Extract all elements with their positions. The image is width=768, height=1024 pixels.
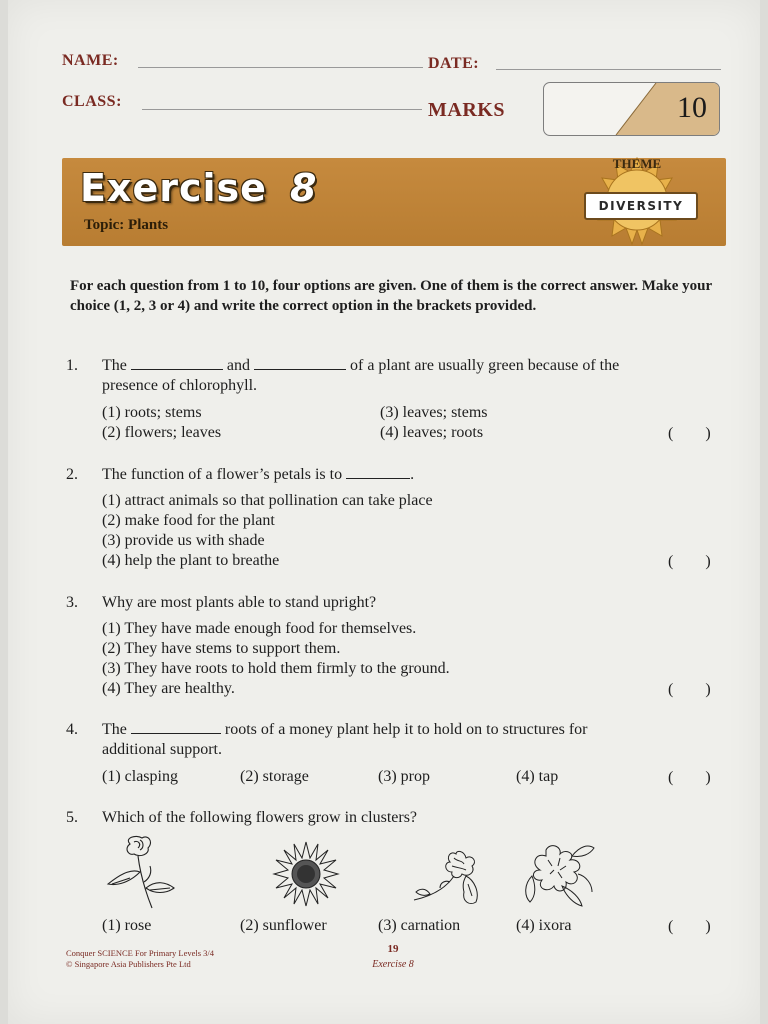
q2-text: The function of a flower’s petals is to .	[102, 466, 415, 483]
exercise-number: 8	[290, 166, 317, 210]
q5-option-3: (3) carnation	[378, 917, 461, 934]
q4-text-cont: additional support.	[102, 741, 222, 758]
q5-number: 5.	[66, 809, 78, 826]
footer-page-number: 19	[387, 943, 399, 955]
date-line[interactable]	[496, 68, 721, 70]
marks-label: MARKS	[428, 99, 505, 121]
q4-number: 4.	[66, 721, 78, 738]
q3-text: Why are most plants able to stand upright?	[102, 594, 377, 611]
q3-option-4: (4) They are healthy.	[102, 680, 235, 697]
q5-option-4: (4) ixora	[516, 917, 572, 934]
q5-option-2: (2) sunflower	[240, 917, 327, 934]
q2-blank[interactable]	[346, 466, 410, 479]
q1-option-2: (2) flowers; leaves	[102, 424, 222, 441]
q1-number: 1.	[66, 357, 78, 374]
q3-option-3: (3) They have roots to hold them firmly to the ground.	[102, 660, 450, 677]
q5-option-1: (1) rose	[102, 917, 152, 934]
q4-text: The roots of a money plant help it to hold on to structures for	[102, 721, 588, 738]
q4-option-3: (3) prop	[378, 768, 430, 785]
name-label: NAME:	[62, 52, 119, 69]
marks-total: 10	[677, 91, 707, 124]
footer-publisher: © Singapore Asia Publishers Pte Ltd	[66, 959, 191, 969]
q3-option-2: (2) They have stems to support them.	[102, 640, 341, 657]
theme-value: DIVERSITY	[584, 192, 698, 220]
q1-answer-bracket[interactable]: ( )	[668, 425, 711, 442]
q3-number: 3.	[66, 594, 78, 611]
name-line[interactable]	[138, 66, 423, 68]
instructions: For each question from 1 to 10, four options are given. One of them is the correct answer. Make your choice (1, 2, 3 or 4) and write the correct option in the brackets provided.	[70, 278, 712, 314]
q2-option-2: (2) make food for the plant	[102, 512, 275, 529]
footer-exercise: Exercise 8	[372, 959, 414, 970]
q2-number: 2.	[66, 466, 78, 483]
exercise-title: Exercise	[80, 166, 267, 210]
q1-text-cont: presence of chlorophyll.	[102, 377, 258, 394]
worksheet-page	[8, 0, 760, 1024]
q5-answer-bracket[interactable]: ( )	[668, 918, 711, 935]
ixora-icon	[522, 840, 598, 912]
q4-option-2: (2) storage	[240, 768, 309, 785]
theme-label: THEME	[612, 156, 662, 171]
sunflower-icon	[270, 838, 342, 910]
q2-answer-bracket[interactable]: ( )	[668, 553, 711, 570]
class-label: CLASS:	[62, 93, 122, 110]
q2-option-1: (1) attract animals so that pollination can take place	[102, 492, 433, 509]
q5-text: Which of the following flowers grow in clusters?	[102, 809, 418, 826]
q1-blank-1[interactable]	[131, 357, 223, 370]
q1-option-3: (3) leaves; stems	[380, 404, 488, 421]
marks-score-area[interactable]	[550, 89, 640, 129]
q2-option-4: (4) help the plant to breathe	[102, 552, 280, 569]
carnation-icon	[406, 848, 492, 912]
q1-option-4: (4) leaves; roots	[380, 424, 484, 441]
topic-label: Topic: Plants	[84, 217, 169, 233]
q2-option-3: (3) provide us with shade	[102, 532, 265, 549]
q4-blank[interactable]	[131, 721, 221, 734]
class-line[interactable]	[142, 108, 422, 110]
rose-icon	[100, 832, 180, 912]
q4-option-1: (1) clasping	[102, 768, 178, 785]
footer-book-title: Conquer SCIENCE For Primary Levels 3/4	[66, 948, 215, 958]
marks-box	[543, 82, 720, 136]
exercise-banner	[62, 158, 726, 246]
q4-answer-bracket[interactable]: ( )	[668, 769, 711, 786]
q3-answer-bracket[interactable]: ( )	[668, 681, 711, 698]
q3-option-1: (1) They have made enough food for themselves.	[102, 620, 417, 637]
q1-text: The and of a plant are usually green because of the	[102, 357, 620, 374]
date-label: DATE:	[428, 55, 480, 72]
q4-option-4: (4) tap	[516, 768, 559, 785]
q1-blank-2[interactable]	[254, 357, 346, 370]
q1-option-1: (1) roots; stems	[102, 404, 202, 421]
